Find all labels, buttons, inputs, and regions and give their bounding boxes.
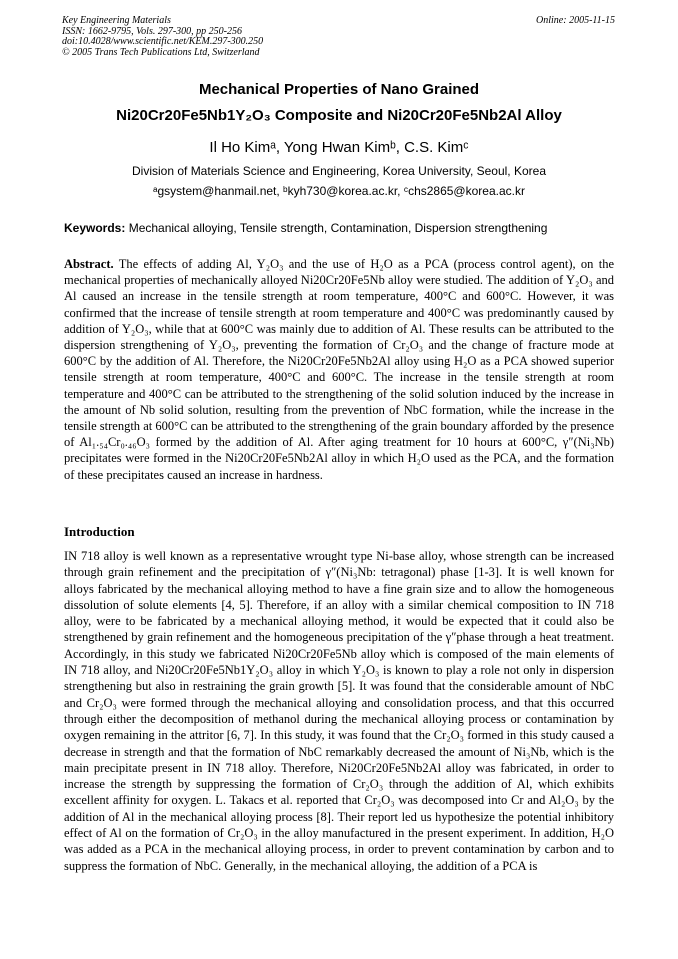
introduction-heading: Introduction <box>64 524 135 539</box>
author-emails: ᵃgsystem@hanmail.net, ᵇkyh730@korea.ac.kr, ᶜchs2865@korea.ac.kr <box>153 184 525 198</box>
journal-header <box>62 16 615 58</box>
journal-name: Key Engineering Materials <box>62 15 171 26</box>
keywords-text: Mechanical alloying, Tensile strength, Contamination, Dispersion strengthening <box>128 221 548 235</box>
journal-copyright: © 2005 Trans Tech Publications Ltd, Switzerland <box>62 46 260 58</box>
abstract-text: The effects of adding Al, Y₂O₃ and the use of H₂O as a PCA (process control agent), on the mechanical properties of mechanically alloyed Ni20Cr20Fe5Nb alloy were studied. The addition of Y₂O₃ and Al caused an increase in the tensile strength at room temperature, 400°C and 600°C. However, it was confirmed that the increase of tensile strength at room temperature and 400°C was predominantly caused by addition of Y₂O₃, while that at 600°C was mainly due to addition of Al. These results can be attributed to the dispersion strengthening of Y₂O₃, preventing the formation of Cr₂O₃ and the change of fracture mode at 600°C by the addition of Al. Therefore, the Ni20Cr20Fe5Nb2Al alloy using H₂O as a PCA showed superior tensile strength at room temperature, 400°C and 600°C. The increase in the tensile strength at room temperature and 400°C can be attributed to the strengthening of the solid solution induced by the increase in the amount of Nb solid solution, resulting from the prevention of NbC formation, while the increase in the tensile strength at 600°C can be attributed to the strengthening of the grain boundary afforded by the presence of Al₁.₅₄Cr₀.₄₆O₃ formed by the addition of Al. After aging treatment for 10 hours at 600°C, γ″(Ni₃Nb) precipitates were formed in the Ni20Cr20Fe5Nb2Al alloy in which H₂O used as the PCA, and the formation of these precipitates caused an increase in hardness. <box>64 257 614 482</box>
keywords <box>64 221 617 235</box>
affiliation: Division of Materials Science and Engineering, Korea University, Seoul, Korea <box>132 164 546 178</box>
abstract-label: Abstract. <box>64 257 114 271</box>
paper-title-line-2: Ni20Cr20Fe5Nb1Y₂O₃ Composite and Ni20Cr20Fe5Nb2Al Alloy <box>116 107 562 124</box>
journal-issn: ISSN: 1662-9795, Vols. 297-300, pp 250-256 <box>62 25 242 37</box>
paper-title-line-1: Mechanical Properties of Nano Grained <box>198 81 480 98</box>
abstract <box>64 256 614 483</box>
author-list: Il Ho Kimᵃ, Yong Hwan Kimᵇ, C.S. Kimᶜ <box>209 139 469 156</box>
journal-doi: doi:10.4028/www.scientific.net/KEM.297-300.250 <box>62 36 264 47</box>
introduction-text: IN 718 alloy is well known as a representative wrought type Ni-base alloy, whose strength can be increased through grain refinement and the precipitation of γ″(Ni₃Nb: tetragonal) phase [1-3]. It is well known for alloys fabricated by the mechanical alloying method to have a fine grain size and to allow the homogeneous dissolution of solute elements [4, 5]. Therefore, if an alloy with a similar chemical composition to IN 718 alloy, were to be fabricated by a mechanical alloying method, it would be expected that it could also be strengthened by grain refinement and the homogeneous precipitation of the γ″phase through a heat treatment. Accordingly, in this study we fabricated Ni20Cr20Fe5Nb alloy which is composed of the main elements of IN 718 alloy, and Ni20Cr20Fe5Nb1Y₂O₃ alloy in which Y₂O₃ is known to play a role not only in dispersion strengthening but also in restraining the grain growth [5]. It was found that the considerable amount of NbC and Cr₂O₃ were formed through the mechanical alloying and consolidation process, and that this occurred through either the decomposition of methanol during the mechanical alloying process or contamination by oxygen remaining in the attritor [6, 7]. In this study, it was found that the Cr₂O₃ formed in this study caused a decrease in strength and that the formation of NbC remarkably decreased the amount of Ni₃Nb, which is the main precipitate present in IN 718 alloy. Therefore, Ni20Cr20Fe5Nb2Al alloy was fabricated, in order to increase the strength by suppressing the formation of Cr₂O₃ through the addition of Al, which exhibits excellent affinity for oxygen. L. Takacs et al. reported that Cr₂O₃ was decomposed into Cr and Al₂O₃ by the addition of Al in the mechanical alloying process [8]. Their report led us hypothesize the potential inhibitory effect of Al on the formation of Cr₂O₃ in the alloy manufactured in the present experiment. In addition, H₂O was added as a PCA in the mechanical alloying process, in order to prevent contamination by carbon and to suppress the formation of NbC. Generally, in the mechanical alloying, the addition of a PCA is <box>64 549 614 873</box>
online-date: Online: 2005-11-15 <box>536 15 615 26</box>
keywords-label: Keywords: <box>64 221 126 235</box>
